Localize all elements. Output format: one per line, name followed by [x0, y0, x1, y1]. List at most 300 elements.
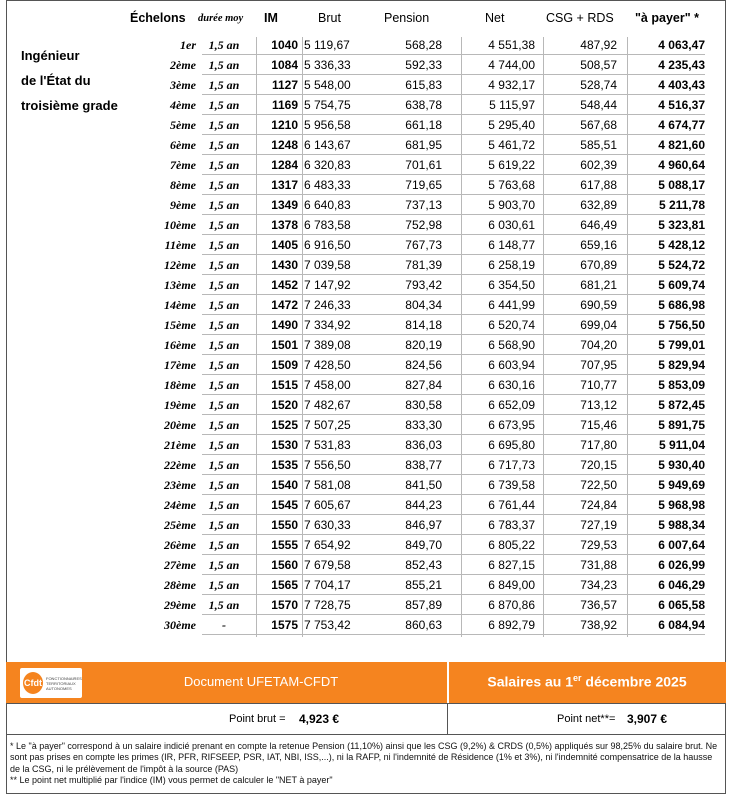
echelon-cell: 25ème [164, 518, 196, 532]
csg-rds-cell: 617,88 [580, 178, 617, 192]
duree-cell: 1,5 an [208, 238, 240, 252]
net-cell: 5 619,22 [488, 158, 535, 172]
brut-cell: 7 679,58 [304, 558, 351, 572]
im-cell: 1550 [271, 518, 298, 532]
cfdt-logo-mark: Cfdt [23, 672, 43, 694]
table-row [7, 615, 727, 635]
pension-cell: 568,28 [405, 38, 442, 52]
pension-cell: 737,13 [405, 198, 442, 212]
net-cell: 6 030,61 [488, 218, 535, 232]
brut-cell: 7 728,75 [304, 598, 351, 612]
a-payer-cell: 6 046,29 [658, 578, 705, 592]
net-cell: 6 441,99 [488, 298, 535, 312]
pension-cell: 767,73 [405, 238, 442, 252]
net-cell: 6 761,44 [488, 498, 535, 512]
table-row [7, 95, 727, 115]
duree-cell: 1,5 an [208, 218, 240, 232]
table-row [7, 75, 727, 95]
net-cell: 6 652,09 [488, 398, 535, 412]
duree-cell: 1,5 an [208, 598, 240, 612]
csg-rds-cell: 670,89 [580, 258, 617, 272]
grade-line-1: Ingénieur [21, 48, 80, 63]
net-cell: 4 932,17 [488, 78, 535, 92]
a-payer-cell: 5 756,50 [658, 318, 705, 332]
duree-cell: - [222, 618, 226, 632]
header-im: IM [264, 11, 278, 25]
brut-cell: 5 956,58 [304, 118, 351, 132]
im-cell: 1169 [271, 98, 298, 112]
brut-cell: 7 507,25 [304, 418, 351, 432]
net-cell: 6 695,80 [488, 438, 535, 452]
a-payer-cell: 5 949,69 [658, 478, 705, 492]
im-cell: 1575 [271, 618, 298, 632]
im-cell: 1535 [271, 458, 298, 472]
header-net: Net [485, 11, 505, 25]
im-cell: 1560 [271, 558, 298, 572]
net-cell: 6 805,22 [488, 538, 535, 552]
echelon-cell: 11ème [164, 238, 196, 252]
im-cell: 1084 [271, 58, 298, 72]
net-cell: 4 551,38 [488, 38, 535, 52]
echelon-cell: 30ème [164, 618, 196, 632]
pension-cell: 824,56 [405, 358, 442, 372]
duree-cell: 1,5 an [208, 378, 240, 392]
im-cell: 1284 [271, 158, 298, 172]
table-row [7, 575, 727, 595]
duree-cell: 1,5 an [208, 458, 240, 472]
echelon-cell: 2ème [170, 58, 196, 72]
net-cell: 6 717,73 [488, 458, 535, 472]
a-payer-cell: 6 065,58 [658, 598, 705, 612]
grade-line-3: troisième grade [21, 98, 118, 113]
net-cell: 6 520,74 [488, 318, 535, 332]
echelon-cell: 5ème [170, 118, 196, 132]
cfdt-logo [20, 668, 82, 698]
table-row [7, 435, 727, 455]
echelon-cell: 3ème [170, 78, 196, 92]
duree-cell: 1,5 an [208, 178, 240, 192]
brut-cell: 5 119,67 [304, 38, 350, 52]
csg-rds-cell: 724,84 [580, 498, 617, 512]
net-cell: 5 461,72 [488, 138, 535, 152]
im-cell: 1490 [271, 318, 298, 332]
im-cell: 1405 [271, 238, 298, 252]
duree-cell: 1,5 an [208, 498, 240, 512]
a-payer-cell: 4 674,77 [658, 118, 705, 132]
duree-cell: 1,5 an [208, 478, 240, 492]
table-row [7, 175, 727, 195]
duree-cell: 1,5 an [208, 58, 240, 72]
table-row [7, 395, 727, 415]
echelon-cell: 8ème [170, 178, 196, 192]
brut-cell: 7 389,08 [304, 338, 351, 352]
a-payer-cell: 5 968,98 [658, 498, 705, 512]
duree-cell: 1,5 an [208, 538, 240, 552]
im-cell: 1570 [271, 598, 298, 612]
a-payer-cell: 5 211,78 [658, 198, 705, 212]
echelon-cell: 14ème [164, 298, 196, 312]
salaires-sup: er [573, 673, 582, 683]
duree-cell: 1,5 an [208, 358, 240, 372]
table-row [7, 535, 727, 555]
echelon-cell: 27ème [164, 558, 196, 572]
duree-cell: 1,5 an [208, 398, 240, 412]
csg-rds-cell: 715,46 [580, 418, 617, 432]
table-row [7, 255, 727, 275]
csg-rds-cell: 736,57 [580, 598, 617, 612]
net-cell: 6 870,86 [488, 598, 535, 612]
net-cell: 4 744,00 [488, 58, 535, 72]
a-payer-cell: 4 960,64 [658, 158, 705, 172]
brut-cell: 7 458,00 [304, 378, 351, 392]
im-cell: 1127 [271, 78, 298, 92]
a-payer-cell: 5 609,74 [658, 278, 705, 292]
table-row [7, 55, 727, 75]
table-row [7, 295, 727, 315]
header-pension: Pension [384, 11, 430, 25]
table-row [7, 515, 727, 535]
table-row [7, 315, 727, 335]
net-cell: 5 115,97 [489, 98, 535, 112]
csg-rds-cell: 528,74 [580, 78, 617, 92]
points-divider [447, 704, 448, 735]
header-echelons: Échelons [130, 11, 186, 25]
duree-cell: 1,5 an [208, 318, 240, 332]
echelon-cell: 20ème [164, 418, 196, 432]
csg-rds-cell: 690,59 [580, 298, 617, 312]
net-cell: 6 849,00 [488, 578, 535, 592]
a-payer-cell: 6 026,99 [658, 558, 705, 572]
salaires-prefix: Salaires au 1 [487, 673, 574, 690]
im-cell: 1515 [271, 378, 298, 392]
im-cell: 1525 [271, 418, 298, 432]
brut-cell: 7 753,42 [304, 618, 351, 632]
table-row [7, 415, 727, 435]
table-row [7, 355, 727, 375]
brut-cell: 7 556,50 [304, 458, 351, 472]
echelon-cell: 13ème [164, 278, 196, 292]
echelon-cell: 19ème [164, 398, 196, 412]
im-cell: 1040 [271, 38, 298, 52]
net-cell: 5 903,70 [488, 198, 535, 212]
pension-cell: 814,18 [405, 318, 442, 332]
net-cell: 6 148,77 [488, 238, 535, 252]
echelon-cell: 16ème [164, 338, 196, 352]
csg-rds-cell: 722,50 [580, 478, 617, 492]
net-cell: 6 630,16 [488, 378, 535, 392]
im-cell: 1555 [271, 538, 298, 552]
im-cell: 1248 [271, 138, 298, 152]
a-payer-cell: 4 235,43 [658, 58, 705, 72]
banner-divider [447, 662, 449, 703]
pension-cell: 857,89 [405, 598, 442, 612]
grade-line-2: de l'État du [21, 73, 91, 88]
duree-cell: 1,5 an [208, 258, 240, 272]
salaires-suffix: décembre 2025 [581, 673, 687, 690]
a-payer-cell: 4 063,47 [658, 38, 705, 52]
echelon-cell: 9ème [170, 198, 196, 212]
csg-rds-cell: 720,15 [580, 458, 617, 472]
csg-rds-cell: 713,12 [580, 398, 617, 412]
net-cell: 6 354,50 [488, 278, 535, 292]
cfdt-logo-subtext: FONCTIONNAIRES TERRITORIAUX AUTONOMES [46, 676, 82, 691]
header-brut: Brut [318, 11, 341, 25]
table-row [7, 215, 727, 235]
pension-cell: 638,78 [405, 98, 442, 112]
duree-cell: 1,5 an [208, 298, 240, 312]
point-brut-label: Point brut = [229, 713, 286, 725]
im-cell: 1520 [271, 398, 298, 412]
csg-rds-cell: 632,89 [580, 198, 617, 212]
a-payer-cell: 5 911,04 [658, 438, 705, 452]
csg-rds-cell: 699,04 [580, 318, 617, 332]
csg-rds-cell: 487,92 [580, 38, 617, 52]
footnotes [10, 741, 722, 787]
im-cell: 1210 [271, 118, 298, 132]
salary-table-body [7, 35, 727, 635]
echelon-cell: 17ème [164, 358, 196, 372]
brut-cell: 7 246,33 [304, 298, 351, 312]
table-row [7, 155, 727, 175]
salaires-date-title [452, 673, 722, 690]
im-cell: 1565 [271, 578, 298, 592]
pension-cell: 830,58 [405, 398, 442, 412]
im-cell: 1545 [271, 498, 298, 512]
csg-rds-cell: 585,51 [580, 138, 617, 152]
im-cell: 1501 [271, 338, 298, 352]
a-payer-cell: 6 007,64 [658, 538, 705, 552]
a-payer-cell: 5 872,45 [658, 398, 705, 412]
point-net-value: 3,907 € [627, 712, 668, 726]
brut-cell: 6 640,83 [304, 198, 351, 212]
a-payer-cell: 5 686,98 [658, 298, 705, 312]
echelon-cell: 26ème [164, 538, 196, 552]
net-cell: 6 783,37 [488, 518, 535, 532]
duree-cell: 1,5 an [208, 578, 240, 592]
brut-cell: 7 482,67 [304, 398, 351, 412]
brut-cell: 5 548,00 [304, 78, 351, 92]
echelon-cell: 6ème [170, 138, 196, 152]
brut-cell: 6 916,50 [304, 238, 351, 252]
pension-cell: 846,97 [405, 518, 442, 532]
row-divider [202, 634, 705, 635]
a-payer-cell: 5 829,94 [658, 358, 705, 372]
csg-rds-cell: 681,21 [580, 278, 617, 292]
table-row [7, 135, 727, 155]
echelon-cell: 29ème [164, 598, 196, 612]
table-row [7, 495, 727, 515]
echelon-cell: 18ème [164, 378, 196, 392]
duree-cell: 1,5 an [208, 518, 240, 532]
pension-cell: 833,30 [405, 418, 442, 432]
echelon-cell: 21ème [164, 438, 196, 452]
pension-cell: 793,42 [405, 278, 442, 292]
net-cell: 6 568,90 [488, 338, 535, 352]
brut-cell: 6 143,67 [304, 138, 351, 152]
brut-cell: 7 428,50 [304, 358, 351, 372]
net-cell: 6 258,19 [488, 258, 535, 272]
pension-cell: 752,98 [405, 218, 442, 232]
echelon-cell: 22ème [164, 458, 196, 472]
pension-cell: 781,39 [405, 258, 442, 272]
pension-cell: 844,23 [405, 498, 442, 512]
header-a-payer: "à payer" * [635, 11, 699, 25]
a-payer-cell: 5 088,17 [658, 178, 705, 192]
a-payer-cell: 5 799,01 [658, 338, 705, 352]
brut-cell: 6 320,83 [304, 158, 351, 172]
table-row [7, 115, 727, 135]
footnote-2: ** Le point net multiplié par l'indice (IM) vous permet de calculer le "NET à payer" [10, 775, 333, 786]
pension-cell: 827,84 [405, 378, 442, 392]
duree-cell: 1,5 an [208, 438, 240, 452]
pension-cell: 592,33 [405, 58, 442, 72]
a-payer-cell: 5 428,12 [658, 238, 705, 252]
csg-rds-cell: 704,20 [580, 338, 617, 352]
table-row [7, 455, 727, 475]
table-row [7, 275, 727, 295]
table-row [7, 595, 727, 615]
csg-rds-cell: 508,57 [580, 58, 617, 72]
csg-rds-cell: 707,95 [580, 358, 617, 372]
csg-rds-cell: 734,23 [580, 578, 617, 592]
csg-rds-cell: 567,68 [580, 118, 617, 132]
table-row [7, 195, 727, 215]
im-cell: 1509 [271, 358, 298, 372]
duree-cell: 1,5 an [208, 78, 240, 92]
im-cell: 1378 [271, 218, 298, 232]
a-payer-cell: 6 084,94 [658, 618, 705, 632]
net-cell: 6 739,58 [488, 478, 535, 492]
brut-cell: 7 147,92 [304, 278, 351, 292]
duree-cell: 1,5 an [208, 418, 240, 432]
table-row [7, 235, 727, 255]
a-payer-cell: 5 524,72 [658, 258, 705, 272]
pension-cell: 701,61 [405, 158, 442, 172]
brut-cell: 6 783,58 [304, 218, 351, 232]
net-cell: 5 763,68 [488, 178, 535, 192]
csg-rds-cell: 738,92 [580, 618, 617, 632]
echelon-cell: 24ème [164, 498, 196, 512]
echelon-cell: 23ème [164, 478, 196, 492]
im-cell: 1472 [271, 298, 298, 312]
duree-cell: 1,5 an [208, 38, 240, 52]
a-payer-cell: 5 853,09 [658, 378, 705, 392]
im-cell: 1452 [271, 278, 298, 292]
pension-cell: 860,63 [405, 618, 442, 632]
a-payer-cell: 5 323,81 [658, 218, 705, 232]
im-cell: 1540 [271, 478, 298, 492]
csg-rds-cell: 731,88 [580, 558, 617, 572]
im-cell: 1349 [271, 198, 298, 212]
echelon-cell: 4ème [170, 98, 196, 112]
table-row [7, 35, 727, 55]
pension-cell: 855,21 [405, 578, 442, 592]
echelon-cell: 7ème [170, 158, 196, 172]
csg-rds-cell: 727,19 [580, 518, 617, 532]
net-cell: 5 295,40 [488, 118, 535, 132]
echelon-cell: 10ème [164, 218, 196, 232]
document-label: Document UFETAM-CFDT [183, 674, 339, 689]
point-values [6, 703, 726, 735]
footer-banner [6, 662, 726, 703]
pension-cell: 719,65 [405, 178, 442, 192]
a-payer-cell: 4 516,37 [658, 98, 705, 112]
brut-cell: 7 704,17 [304, 578, 351, 592]
brut-cell: 7 581,08 [304, 478, 351, 492]
pension-cell: 836,03 [405, 438, 442, 452]
a-payer-cell: 5 930,40 [658, 458, 705, 472]
duree-cell: 1,5 an [208, 338, 240, 352]
duree-cell: 1,5 an [208, 138, 240, 152]
echelon-cell: 12ème [164, 258, 196, 272]
csg-rds-cell: 710,77 [580, 378, 617, 392]
table-row [7, 375, 727, 395]
csg-rds-cell: 602,39 [580, 158, 617, 172]
a-payer-cell: 5 891,75 [658, 418, 705, 432]
table-row [7, 335, 727, 355]
pension-cell: 804,34 [405, 298, 442, 312]
table-row [7, 555, 727, 575]
brut-cell: 7 531,83 [304, 438, 351, 452]
duree-cell: 1,5 an [208, 158, 240, 172]
csg-rds-cell: 717,80 [580, 438, 617, 452]
brut-cell: 7 039,58 [304, 258, 351, 272]
im-cell: 1317 [271, 178, 298, 192]
csg-rds-cell: 548,44 [580, 98, 617, 112]
brut-cell: 6 483,33 [304, 178, 351, 192]
csg-rds-cell: 729,53 [580, 538, 617, 552]
net-cell: 6 673,95 [488, 418, 535, 432]
pension-cell: 820,19 [405, 338, 442, 352]
footnote-1: * Le "à payer" correspond à un salaire indicié prenant en compte la retenue Pension (11,10%) ainsi que les CSG (9,2%) & CRDS (0,5%) appliqués sur 98,25% du salaire brut. Ne sont pas prises en compte les primes (IR, PFR, RIFSEEP, PSR, IAT, NBI, ISS,...), ni la RAFP, ni l'indemnité de Résidence (1% et 3%), ni l'indemnité compensatrice de la hausse de la CSG, ni le prélèvement de l'impôt à la source (PAS) [10, 741, 718, 774]
header-duree: durée moy [198, 13, 244, 24]
duree-cell: 1,5 an [208, 278, 240, 292]
net-cell: 6 892,79 [488, 618, 535, 632]
brut-cell: 7 605,67 [304, 498, 351, 512]
pension-cell: 838,77 [405, 458, 442, 472]
brut-cell: 7 334,92 [304, 318, 351, 332]
brut-cell: 5 336,33 [304, 58, 351, 72]
pension-cell: 852,43 [405, 558, 442, 572]
duree-cell: 1,5 an [208, 98, 240, 112]
im-cell: 1430 [271, 258, 298, 272]
pension-cell: 849,70 [405, 538, 442, 552]
point-brut-value: 4,923 € [299, 712, 340, 726]
duree-cell: 1,5 an [208, 198, 240, 212]
duree-cell: 1,5 an [208, 558, 240, 572]
brut-cell: 7 630,33 [304, 518, 351, 532]
im-cell: 1530 [271, 438, 298, 452]
net-cell: 6 827,15 [488, 558, 535, 572]
a-payer-cell: 4 821,60 [658, 138, 705, 152]
a-payer-cell: 5 988,34 [658, 518, 705, 532]
brut-cell: 5 754,75 [304, 98, 351, 112]
pension-cell: 615,83 [405, 78, 442, 92]
brut-cell: 7 654,92 [304, 538, 351, 552]
pension-cell: 681,95 [405, 138, 442, 152]
duree-cell: 1,5 an [208, 118, 240, 132]
point-net-label: Point net**= [557, 713, 616, 725]
csg-rds-cell: 646,49 [580, 218, 617, 232]
echelon-cell: 15ème [164, 318, 196, 332]
header-csg-rds: CSG + RDS [546, 11, 614, 25]
pension-cell: 661,18 [405, 118, 442, 132]
a-payer-cell: 4 403,43 [658, 78, 705, 92]
echelon-cell: 1er [180, 38, 196, 52]
pension-cell: 841,50 [405, 478, 442, 492]
net-cell: 6 603,94 [488, 358, 535, 372]
echelon-cell: 28ème [164, 578, 196, 592]
